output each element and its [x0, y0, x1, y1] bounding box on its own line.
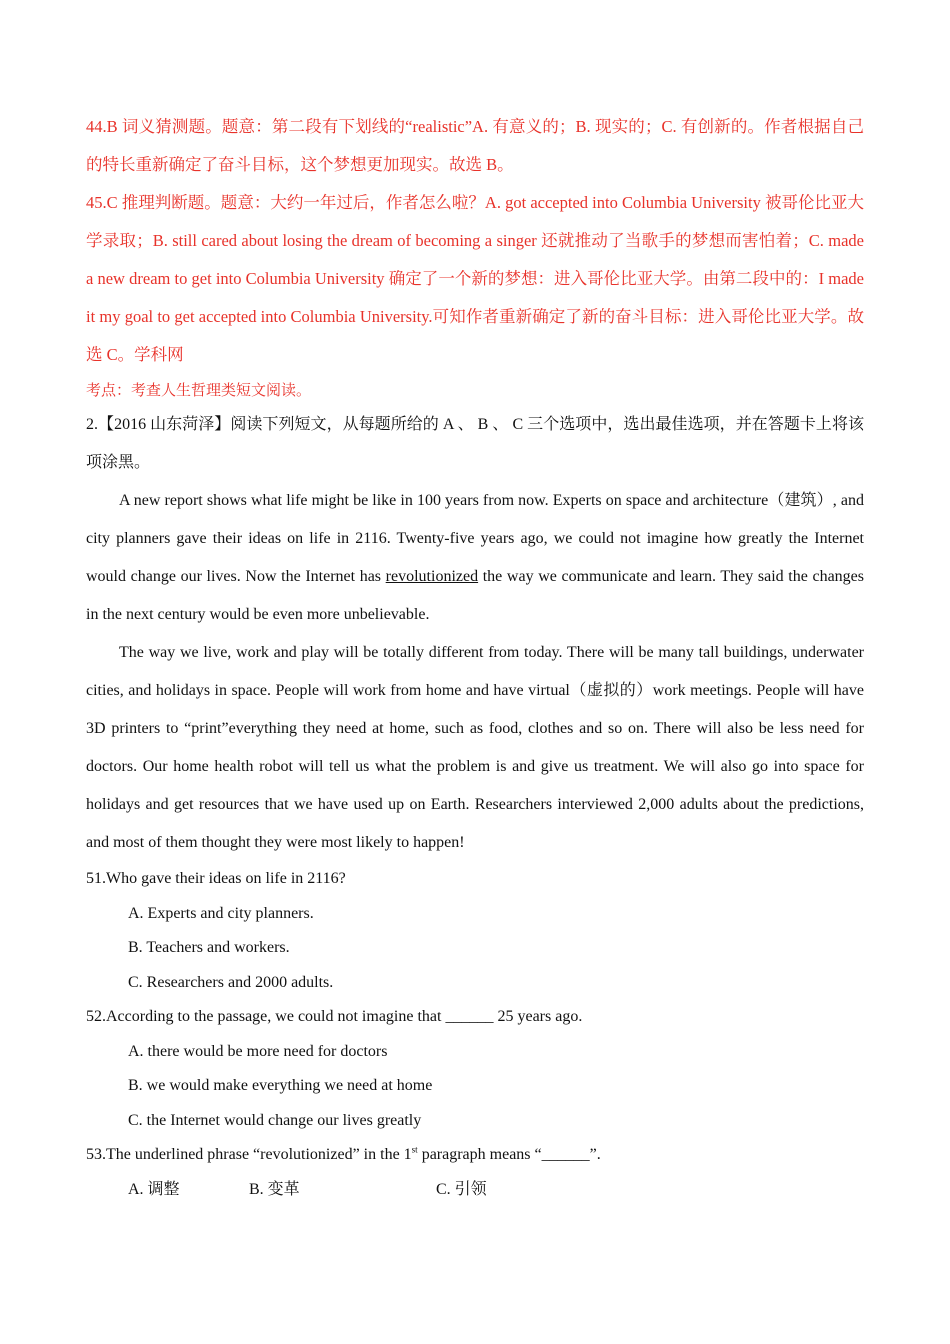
ordinal-suffix: st — [411, 1144, 418, 1155]
question-52-option-b: B. we would make everything we need at home — [128, 1077, 433, 1094]
underlined-word: revolutionized — [385, 568, 479, 585]
question-51-option-a: A. Experts and city planners. — [128, 904, 314, 922]
passage-paragraph-1 — [86, 482, 864, 634]
question-53-option-b: B. 变革 — [249, 1180, 300, 1198]
passage-text: the way we communicate and learn. They said the changes in the next century would be even more unbelievable. — [86, 568, 865, 623]
question-51-option-c: C. Researchers and 2000 adults. — [128, 973, 334, 991]
question-52-stem: 52.According to the passage, we could not imagine that ______ 25 years ago. — [86, 1008, 583, 1025]
reading-task-instructions: 2.【2016 山东菏泽】阅读下列短文，从每题所给的 A 、 B 、 C 三个选项中，选出最佳选项，并在答题卡上将该项涂黑。 — [86, 416, 864, 471]
question-53-stem — [86, 1138, 864, 1173]
exam-point-note: 考点：考查人生哲理类短文阅读。 — [86, 383, 312, 399]
question-text: 53.The underlined phrase “revolutionized” in the 1 — [86, 1146, 412, 1163]
question-53-option-a: A. 调整 — [128, 1180, 180, 1198]
question-text: paragraph means “______”. — [417, 1146, 601, 1163]
question-52-option-a: A. there would be more need for doctors — [128, 1042, 388, 1060]
question-51-stem: 51.Who gave their ideas on life in 2116? — [86, 870, 346, 887]
question-52-option-c: C. the Internet would change our lives greatly — [128, 1111, 422, 1129]
passage-text: A new report shows what life might be like in 100 years from now. Experts on space and architecture（建筑）, and city planners gave their ideas on life in 2116. Twenty-five years ago, we could not imagine how greatly the Internet would change our lives. Now the Internet has — [86, 492, 864, 585]
document-page — [86, 108, 864, 1207]
question-51-option-b: B. Teachers and workers. — [128, 939, 290, 956]
question-53-option-c: C. 引领 — [436, 1180, 487, 1198]
passage-paragraph-2: The way we live, work and play will be totally different from today. There will be many tall buildings, underwater cities, and holidays in space. People will work from home and have virtual（虚拟的）work meetings. People will have 3D printers to “print”everything they need at home, such as food, clothes and so on. There will also be less need for doctors. Our home health robot will tell us what the problem is and give us treatment. We will also go into space for holidays and get resources that we have used up on Earth. Researchers interviewed 2,000 adults about the predictions, and most of them thought they were most likely to happen! — [86, 644, 864, 851]
question-53-options — [86, 1173, 864, 1208]
explanation-q44: 44.B 词义猜测题。题意：第二段有下划线的“realistic”A. 有意义的；B. 现实的；C. 有创新的。作者根据自己的特长重新确定了奋斗目标，这个梦想更加现实。故选 B。 — [86, 117, 864, 174]
explanation-q45: 45.C 推理判断题。题意：大约一年过后，作者怎么啦？A. got accepted into Columbia University 被哥伦比亚大学录取；B. still cared about losing the dream of becoming a singer 还就推动了当歌手的梦想而害怕着；C. made a new dream to get into Columbia University 确定了一个新的梦想：进入哥伦比亚大学。由第二段中的：I made it my goal to get accepted into Columbia University.可知作者重新确定了新的奋斗目标：进入哥伦比亚大学。故选 C。学科网 — [86, 193, 864, 364]
